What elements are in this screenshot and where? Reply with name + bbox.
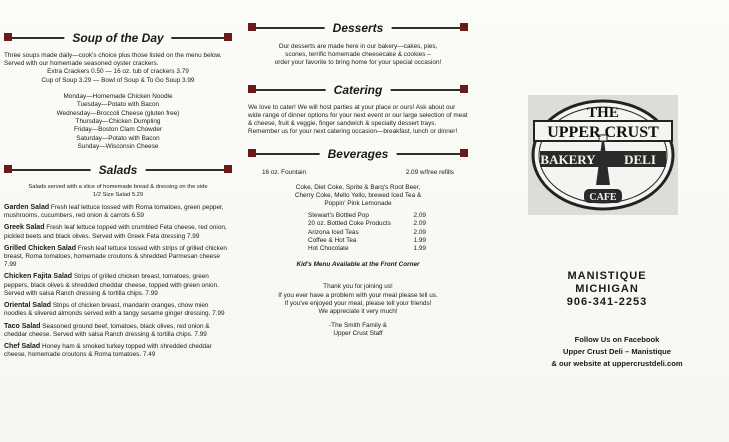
- salad-item: [4, 204, 232, 220]
- beverage-price: 2.09: [413, 212, 426, 220]
- logo-cafe: CAFE: [589, 192, 617, 203]
- beverage-list: [308, 212, 426, 253]
- desserts-text: [248, 43, 468, 68]
- salad-desc: Strips of chicken breast, mandarin oranges, chow mien noodles & slivered almonds served with a tangy sesame ginger dressing. 7.99: [4, 302, 225, 318]
- state: MICHIGAN: [575, 283, 639, 295]
- facebook-page: Upper Crust Deli – Manistique: [562, 347, 672, 356]
- desserts-line: scones, terrific homemade cheesecake & cookies –: [285, 51, 431, 59]
- beverage-name: Arizona Iced Teas: [308, 228, 359, 236]
- fountain-row: [248, 169, 468, 177]
- phone: 906-341-2253: [566, 296, 648, 308]
- salads-title: Salads: [91, 162, 146, 178]
- desserts-banner: [248, 20, 468, 36]
- soup-intro: Three soups made daily—cook's choice plus those listed on the menu below. Served with our homemade seasoned oyster crackers.: [4, 52, 222, 68]
- signature-line: Upper Crust Staff: [333, 330, 383, 338]
- middle-column: [248, 20, 468, 339]
- salad-name: Taco Salad: [4, 322, 41, 330]
- catering-banner: [248, 82, 468, 98]
- logo-the: THE: [587, 105, 619, 121]
- salad-name: Garden Salad: [4, 204, 50, 212]
- salad-item: [4, 343, 232, 359]
- beverages-title: Beverages: [320, 146, 397, 162]
- website-line: & our website at uppercrustdeli.com: [551, 359, 683, 368]
- soup-day: Wednesday—Broccoli Cheese (gluten free): [56, 109, 180, 117]
- salad-desc: Strips of grilled chicken breast, tomatoes, green peppers, black olives & shredded cheddar cheese, topped with green onion. Served with salsa Ranch dressing & tortilla chips. 7.99: [4, 273, 219, 297]
- salad-desc: Seasoned ground beef, tomatoes, black olives, red onion & cheddar cheese. Served with salsa Ranch dressing & tortilla chips. 7.99: [4, 322, 210, 338]
- social-block: [528, 334, 706, 370]
- soup-day: Monday—Homemade Chicken Noodle: [63, 92, 173, 100]
- beverage-row: [308, 237, 426, 245]
- salad-item: [4, 302, 232, 318]
- thanks-line: If you've enjoyed your meal, please tell your friends!: [284, 299, 432, 307]
- beverage-price: 2.09: [413, 220, 426, 228]
- thank-you-note: [248, 283, 468, 338]
- city: MANISTIQUE: [567, 270, 647, 282]
- soup-day: Saturday—Potato with Bacon: [76, 134, 160, 142]
- beverages-banner: [248, 146, 468, 162]
- beverage-row: [308, 212, 426, 220]
- salad-name: Chicken Fajita Salad: [4, 273, 73, 281]
- beverage-name: 20 oz. Bottled Coke Products: [308, 220, 391, 228]
- salads-half-size: 1/2 Size Salad 5.29: [92, 191, 144, 198]
- salads-banner: [4, 162, 232, 178]
- catering-title: Catering: [326, 82, 391, 98]
- soda-list: Coke, Diet Coke, Sprite & Barq's Root Beer, Cherry Coke, Mello Yello, brewed Iced Tea & Poppin' Pink Lemonade: [294, 183, 422, 208]
- soup-cup-bowl: Cup of Soup 3.29 — Bowl of Soup & To Go Soup 3.99: [41, 76, 195, 84]
- salad-item: [4, 323, 232, 339]
- beverage-row: [308, 220, 426, 228]
- salad-name: Greek Salad: [4, 224, 45, 232]
- fountain-label: 16 oz. Fountain: [262, 169, 307, 177]
- thanks-line: We appreciate it very much!: [318, 308, 398, 316]
- facebook-line: Follow Us on Facebook: [574, 335, 660, 344]
- salad-desc: Fresh leaf lettuce topped with crumbled Feta cheese, red onion, pickled beets and black olives. Served with Greek Feta dressing 7.99: [4, 224, 227, 240]
- beverage-price: 1.99: [413, 236, 426, 244]
- beverage-row: [308, 229, 426, 237]
- left-column: [4, 30, 232, 363]
- soup-day: Friday—Boston Clam Chowder: [73, 126, 163, 134]
- salad-desc: Honey ham & smoked turkey topped with shredded cheddar cheese, homemade croutons & Roma tomatoes. 7.49: [4, 342, 212, 359]
- thanks-line: Thank you for joining us!: [323, 283, 393, 291]
- beverage-row: [308, 245, 426, 253]
- beverage-price: 2.09: [413, 228, 426, 236]
- salads-intro: Salads served with a slice of homemade bread & dressing on the side: [28, 183, 208, 190]
- salad-item: [4, 273, 232, 298]
- salad-item: [4, 245, 232, 270]
- salad-name: Oriental Salad: [4, 302, 52, 310]
- desserts-title: Desserts: [325, 20, 392, 36]
- logo-name: UPPER CRUST: [547, 124, 659, 141]
- upper-crust-logo: [528, 95, 678, 215]
- salad-desc: Fresh leaf lettuce tossed with Roma tomatoes, green pepper, mushrooms, cucumbers, red onion & carrots 6.59: [4, 204, 224, 220]
- beverage-name: Coffee & Hot Tea: [308, 236, 357, 244]
- soup-days-list: [4, 93, 232, 152]
- soup-title: Soup of the Day: [64, 30, 171, 46]
- salad-desc: Fresh leaf lettuce tossed with strips of grilled chicken breast, Roma tomatoes, homemade croutons & shredded Parmesan cheese 7.99: [4, 244, 227, 269]
- soup-banner: [4, 30, 232, 46]
- logo-deli: DELI: [624, 152, 656, 167]
- salad-item: [4, 224, 232, 240]
- kids-menu-note: Kid's Menu Available at the Front Corner: [296, 261, 420, 269]
- desserts-line: Our desserts are made here in our bakery—cakes, pies,: [278, 43, 438, 50]
- desserts-line: order your favorite to bring home for your special occasion!: [274, 59, 442, 67]
- beverage-name: Hot Chocolate: [308, 245, 349, 253]
- salad-name: Chef Salad: [4, 342, 41, 350]
- logo-bakery: BAKERY: [540, 152, 596, 167]
- soup-extra-crackers: Extra Crackers 0.50 — 16 oz. tub of crackers 3.79: [47, 68, 189, 76]
- beverage-price: 1.99: [413, 245, 426, 253]
- catering-text: We love to cater! We will host parties at your place or ours! Ask about our wide range of dinner options for your next event or our large selection of meat & cheese, fruit & veggie, finger sandwich & specialty dessert trays. Remember us for your next catering occasion—breakfast, lunch or dinner!: [248, 103, 468, 136]
- soup-day: Thursday—Chicken Dumpling: [75, 118, 161, 126]
- fountain-price: 2.09 w/free refills: [405, 169, 454, 177]
- location-block: [548, 270, 666, 309]
- soup-day: Tuesday—Potato with Bacon: [76, 101, 160, 109]
- thanks-line: If you ever have a problem with your meal please tell us.: [278, 291, 438, 299]
- signature-line: -The Smith Family &: [329, 322, 387, 330]
- beverage-name: Stewart's Bottled Pop: [308, 212, 369, 220]
- soup-day: Sunday—Wisconsin Cheese: [77, 143, 159, 151]
- salad-name: Grilled Chicken Salad: [4, 244, 76, 252]
